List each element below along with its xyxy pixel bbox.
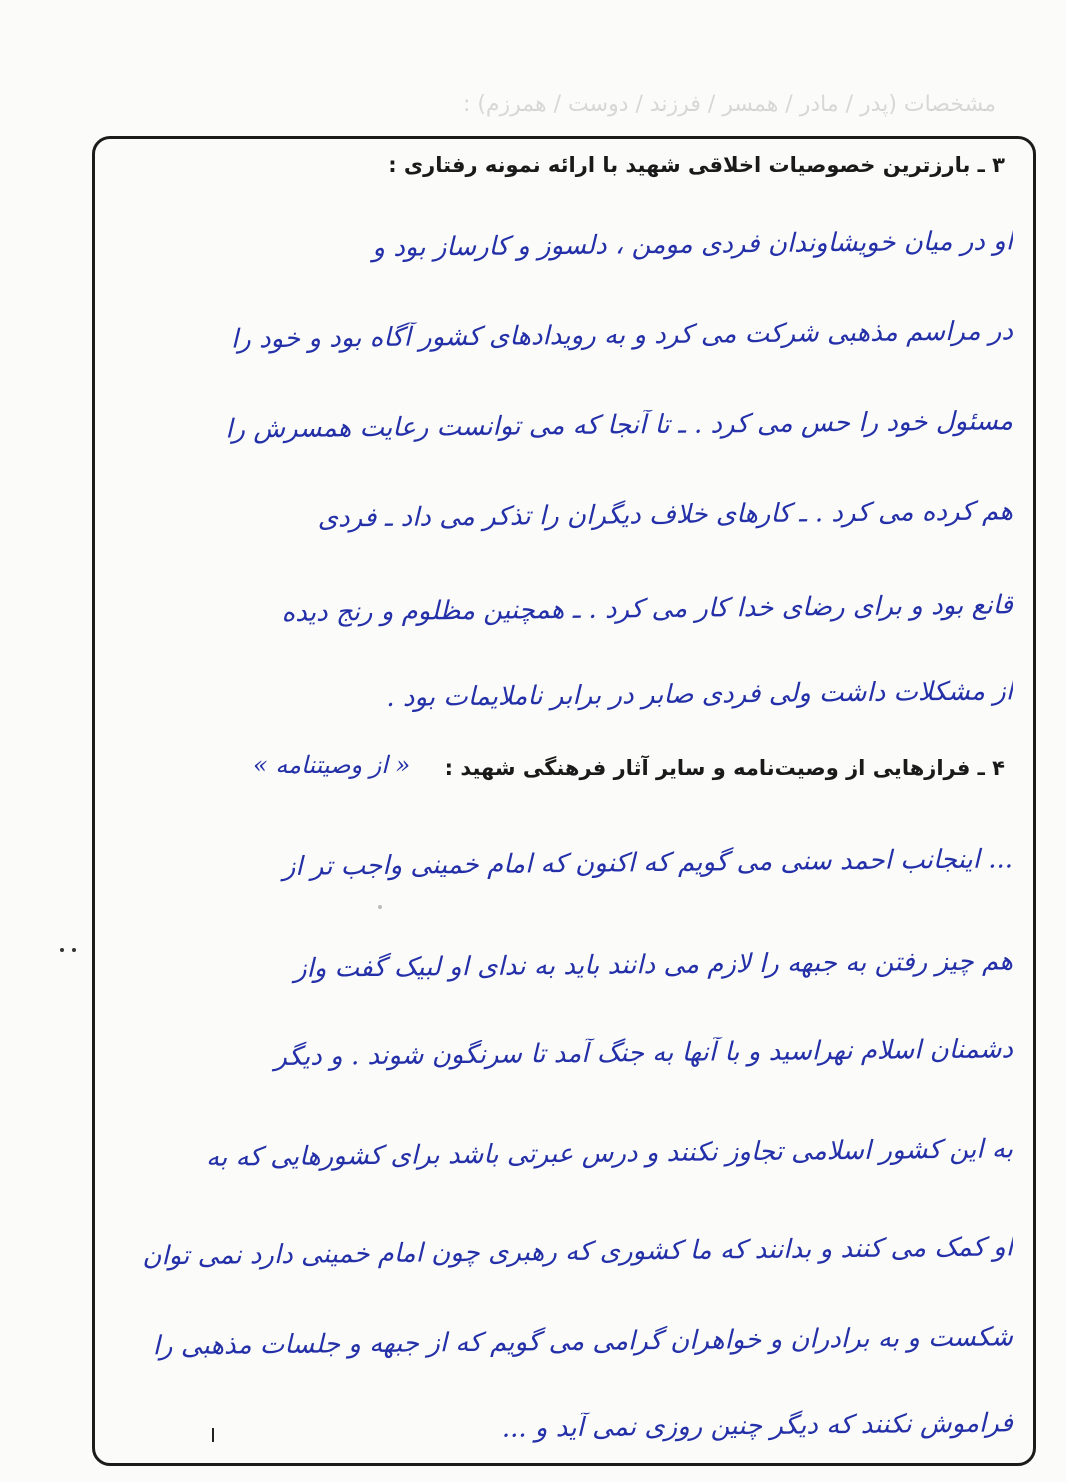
handwritten-line: او در میان خویشاوندان فردی مومن ، دلسوز و کارساز بود و [372, 226, 1014, 264]
handwritten-line: در مراسم مذهبی شرکت می کرد و به رویدادهای کشور آگاه بود و خود را [230, 316, 1014, 355]
faint-header-text: مشخصات (پدر / مادر / همسر / فرزند / دوست / همرزم) : [462, 92, 996, 117]
section-4-heading: ۴ ـ فرازهایی از وصیت‌نامه و سایر آثار فرهنگی شهید : [444, 756, 1005, 780]
form-frame [92, 136, 1036, 1466]
handwritten-line: از مشکلات داشت ولی فردی صابر در برابر ناملایمات بود . [386, 676, 1014, 713]
ink-dot [60, 948, 64, 952]
handwritten-line: او کمک می کنند و بدانند که ما کشوری که رهبری چون امام خمینی دارد نمی توان [142, 1232, 1014, 1272]
handwritten-line: هم کرده می کرد . ـ کارهای خلاف دیگران را تذکر می داد ـ فردی [317, 496, 1014, 534]
handwritten-line: قانع بود و برای رضای خدا کار می کرد . ـ همچنین مظلوم و رنج دیده [281, 590, 1014, 628]
handwritten-line: به این کشور اسلامی تجاوز نکنند و درس عبرتی باشد برای کشورهایی که به [205, 1134, 1014, 1173]
section-3-heading: ۳ ـ بارزترین خصوصیات اخلاقی شهید با ارائه نمونه رفتاری : [388, 153, 1005, 177]
handwritten-line: ... اینجانب احمد سنی می گویم که اکنون که امام خمینی واجب تر از [282, 844, 1014, 882]
handwritten-line: فراموش نکنند که دیگر چنین روزی نمی آید و ... [501, 1408, 1014, 1444]
handwritten-line: شکست و به برادران و خواهران گرامی می گویم که از جبهه و جلسات مذهبی را [152, 1322, 1014, 1362]
handwritten-line: هم چیز رفتن به جبهه را لازم می دانند باید به ندای او لبیک گفت واز [293, 946, 1014, 984]
handwritten-line: مسئول خود را حس می کرد . ـ تا آنجا که می توانست رعایت همسرش را [225, 406, 1014, 445]
section-4-note: « از وصیتنامه » [253, 751, 411, 779]
handwritten-line: دشمنان اسلام نهراسید و با آنها به جنگ آمد تا سرنگون شوند . و دیگر [274, 1034, 1014, 1073]
ink-dot [72, 948, 76, 952]
